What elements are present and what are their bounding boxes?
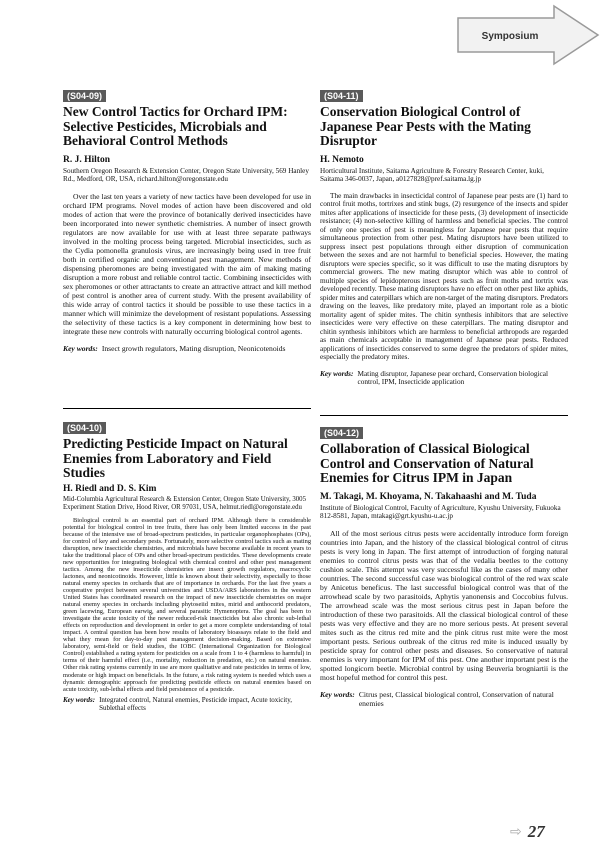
article-s04-12 xyxy=(320,423,568,708)
symposium-arrow-icon xyxy=(456,4,600,66)
article-affiliation: Institute of Biological Control, Faculty of Agriculture, Kyushu University, Fukuoka 812-8581, Japan, mtakagi@grt.kyushu-u.ac.jp xyxy=(320,503,561,521)
article-abstract: All of the most serious citrus pests were accidentally introduce form foreign countries into Japan, and the history of the classical biological control of citrus pests is very long in Japan. The first attempt of introduction of forging natural enemies to control citrus pests was that of the vedalia beetles to the cottony cushion scale. This attempt was very successful like as the cases of many other countries. The second successful case was biological control of the red wax scale by Anicetus beneficus. The last successful biological control was that of the arrowhead scale by two parasitoids, Aphytis yanonensis and Coccobius fulvus. The arrowhead scale was the most serious citrus pest in Japan before the introduction of these two parasitoids. All the classical biological control of these pests was very effective and they are no more serious pests. At present several mites such as the citrus red mite and the pink citrus rust mite were the most important pests. Serious outbreak of the citrus red mite is induced usually by pesticide spray for control other pests and diseases. So conservative of natural enemies is very important for IPM of this pest. One another important pest is the spotted longicorn beetle. Microbial control by using Beuveria brogniartii is the most hopeful method for control this pest. xyxy=(320,528,568,682)
divider xyxy=(320,415,568,416)
article-abstract: Biological control is an essential part of orchard IPM. Although there is considerable potential for biological control in tree fruits, there has only been limited success in the past because of the intensive use of broad-spectrum pesticides, in particular organophosphates (OPs), for control of key and secondary pests. Fortunately, more selective control tactics such as mating disruption, new insecticide chemistries, and microbials have become available in recent years to take the traditional place of OPs and other broad-spectrum pesticides. These developments create new opportunities for integrating biological with chemical control and other pest management tactics. Among the new insecticide chemistries are insect growth regulators, macrocyclic lactones, and neonicotinoids. However, little is known about their selectivity, especially to those natural enemy species in orchards that are of importance in orchards. For the last five years a cooperative project between several universities and USDA/ARS laboratories in the western United States has coordinated research on the impact of new insecticide chemistries on major natural enemy species in orchards including phytoseiid mites, mirid and anthocorid predators, green lacewing, European earwig, and several parasitic Hymenoptera. The goal has been to investigate the acute toxicity of the newer reduced-risk insecticides but also chronic sub-lethal effects on reproduction and development in order to get a more complete understanding of total impact. A central question has been how results of laboratory bioassays relate to the field and what they mean for day-to-day pest management decision-making. Based on extensive laboratory, semi-field or field studies, the IOBC (International Organization for Biological Control) established a rating system for pesticides on a scale from 1 to 4 (harmless to harmful) in terms of their harmful effect (i.e., mortality, reduction in predation, etc.) on natural enemies. Other risk rating systems currently in use are more qualitative and rate pesticides in terms of low, moderate or high impact on beneficials. In the future, a risk rating system is needed which uses a dynamic demographic approach for predicting pesticide effects on natural enemies based on acute toxicity, sub-lethal effects and field persistence of a pesticide. xyxy=(63,516,311,693)
article-title: Conservation Biological Control of Japanese Pear Pests with the Mating Disruptor xyxy=(320,104,531,148)
keywords-label: Key words: xyxy=(320,689,355,699)
article-authors: H. Riedl and D. S. Kim xyxy=(63,483,157,494)
keywords-label: Key words: xyxy=(320,368,354,378)
divider xyxy=(63,408,311,409)
article-authors: R. J. Hilton xyxy=(63,154,110,165)
article-s04-09 xyxy=(63,86,311,353)
article-affiliation: Horticultural Institute, Saitama Agriculture & Forestry Research Center, kuki, Saitama 346-0037, Japan, a0127828@pref.saitama.lg.jp xyxy=(320,166,544,184)
keywords-text: Mating disruptor, Japanese pear orchard, Conservation biological control, IPM, Insecticide application xyxy=(357,368,549,387)
article-authors: M. Takagi, M. Khoyama, N. Takahaashi and M. Tuda xyxy=(320,491,537,502)
article-title: Collaboration of Classical Biological Control and Conservation of Natural Enemies for Citrus IPM in Japan xyxy=(320,441,534,485)
article-keywords xyxy=(63,696,311,712)
article-code: (S04-11) xyxy=(320,90,363,102)
keywords-label: Key words: xyxy=(63,343,98,353)
keywords-text: Insect growth regulators, Mating disruption, Neonicotenoids xyxy=(101,343,286,353)
article-keywords xyxy=(320,690,568,708)
article-keywords xyxy=(63,344,311,353)
next-arrow-icon: ⇨ xyxy=(510,824,522,840)
article-s04-10 xyxy=(63,418,311,712)
page-footer xyxy=(510,822,545,842)
article-affiliation: Southern Oregon Research & Extension Center, Oregon State University, 569 Hanley Rd., Medford, OR, USA, richard.hilton@oregonstate.edu xyxy=(63,166,309,184)
section-label: Symposium xyxy=(481,31,539,42)
article-code: (S04-10) xyxy=(63,422,106,434)
article-code: (S04-12) xyxy=(320,427,363,439)
keywords-label: Key words: xyxy=(63,695,96,704)
article-code: (S04-09) xyxy=(63,90,106,102)
article-abstract: Over the last ten years a variety of new tactics have been developed for use in orchard IPM programs. Novel modes of action have been discovered and old modes of action that were the province of botanically derived insecticides have been incorporated into newer synthetic chemistries. A number of insect growth regulators are now available for use with at least three separate pathways involved in the molting process being targeted. Microbial insecticides, such as the Cydia pomonella granulosis virus, are increasingly being used in tree fruit both in certified organic and conventional pest management. New methods of dispensing pheromones are being investigated with the aim of making mating disruption a more robust and reliable control tactic. Combining insecticides with sex pheromones or other attractants to create an attractive attract and kill method of pest control is another area of current study. With the present availability of this wide array of control tactics it should be possible to use these tactics in a manner which will minimize the development of resistant populations. Assessing the selectivity of these tactics is a key component in determining how best to integrate these new controls with naturally occurring biological control agents. xyxy=(63,191,311,336)
article-keywords xyxy=(320,370,568,387)
article-affiliation: Mid-Columbia Agricultural Research & Extension Center, Oregon State University, 3005 Experiment Station Drive, Hood River, OR 97031, USA, helmut.riedl@oregonstate.edu xyxy=(63,495,306,511)
article-authors: H. Nemoto xyxy=(320,154,364,165)
article-title: New Control Tactics for Orchard IPM: Selective Pesticides, Microbials and Behavioral Control Methods xyxy=(63,104,288,148)
article-abstract: The main drawbacks in insecticidal control of Japanese pear pests are (1) hard to control fruit moths, tortrixes and stink bugs, (2) resurgence of the insects and spider mites after applications of insecticide for these pests, (3) development of insecticide resistance; (4) non-selective killing of harmless and beneficial species. The control of only one species of pest is meaningless for Japanese pear pests that require simultaneous protection from other pest. Mating disruptors have been utilized to suppress insect pest populations through either disruption of communication between the sexes and are not harmful to beneficial species. However, the mating disruptors were species specific, so it was difficult to use the mating disruptors by commercial growers. The new mating disruptor which was able to control of multiple species of lepidopterous insect pests such as fruit moths and tortrix was developed recently. These mating disruptors have no effect on other pest like aphids, spider mites and caterpillars which are non-target of the mating disruptors. Predators drawing on the leaves, like predatory mite, played an important role as a biotic mortality agent of spider mites. The chitin synthesis inhibitors that are selective insecticides were very effective on these caterpillars. The mating disruptor and chitin synthesis inhibitors which are harmless to beneficial arthropods are regarded as main chemicals acceptable in management of Japanese pear pests. Reduced applications of insecticides conserved to some degree the predators of spider mites, especially the predatory mites. xyxy=(320,190,568,362)
page-number: 27 xyxy=(527,822,545,841)
article-title: Predicting Pesticide Impact on Natural Enemies from Laboratory and Field Studies xyxy=(63,436,288,480)
keywords-text: Integrated control, Natural enemies, Pesticide impact, Acute toxicity, Sublethal effects xyxy=(99,695,293,712)
keywords-text: Citrus pest, Classical biological control, Conservation of natural enemies xyxy=(358,689,554,708)
article-s04-11 xyxy=(320,86,568,387)
